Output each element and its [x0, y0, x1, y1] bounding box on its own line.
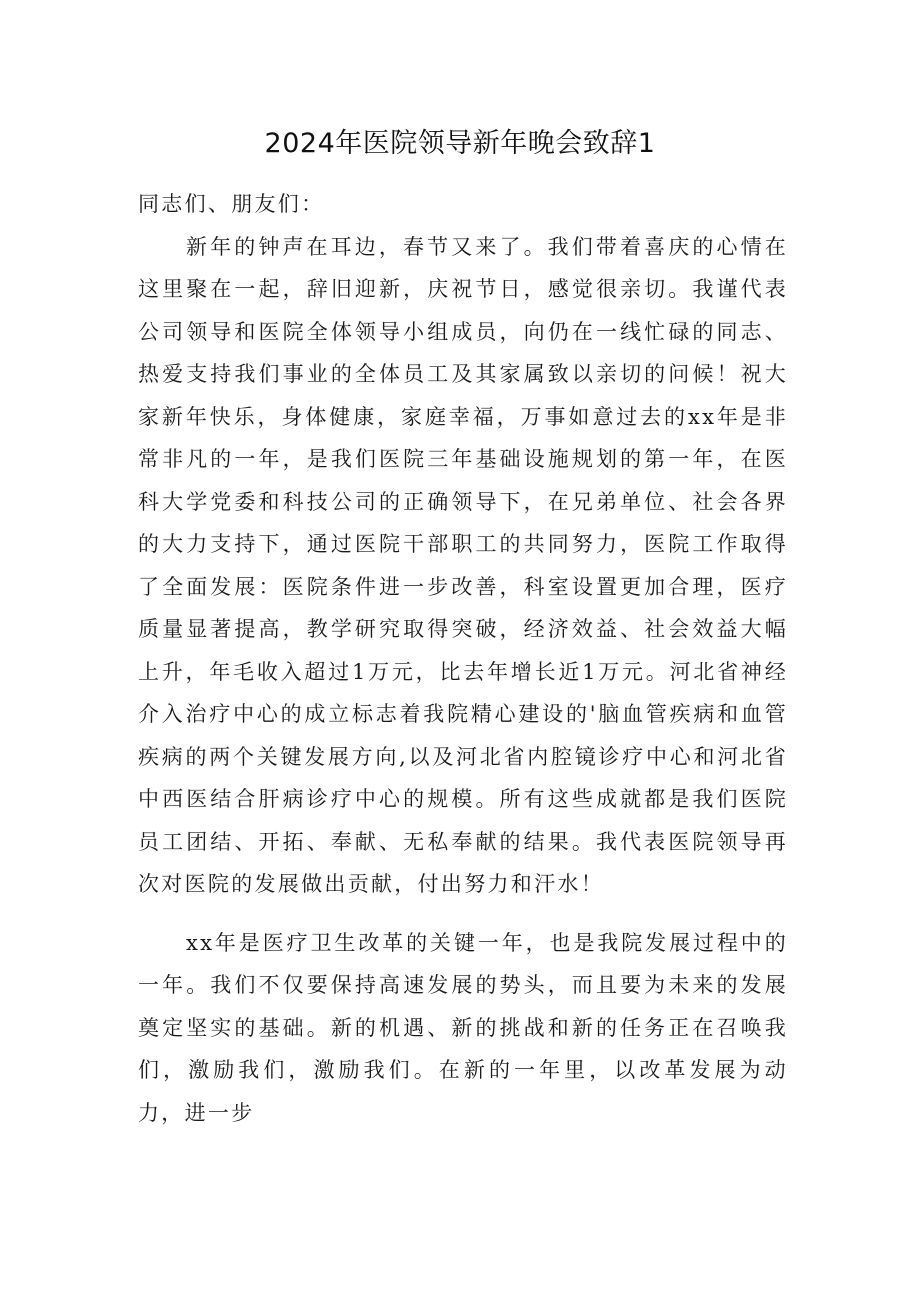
paragraph-1: 新年的钟声在耳边，春节又来了。我们带着喜庆的心情在这里聚在一起，辞旧迎新，庆祝节日，感觉很亲切。我谨代表公司领导和医院全体领导小组成员，向仍在一线忙碌的同志、热爱支持我们事业的全体员工及其家属致以亲切的问候！祝大家新年快乐，身体健康，家庭幸福，万事如意过去的xx年是非常非凡的一年，是我们医院三年基础设施规划的第一年，在医科大学党委和科技公司的正确领导下，在兄弟单位、社会各界的大力支持下，通过医院干部职工的共同努力，医院工作取得了全面发展：医院条件进一步改善，科室设置更加合理，医疗质量显著提高，教学研究取得突破，经济效益、社会效益大幅上升，年毛收入超过1万元，比去年增长近1万元。河北省神经介入治疗中心的成立标志着我院精心建设的'脑血管疾病和血管疾病的两个关键发展方向,以及河北省内腔镜诊疗中心和河北省中西医结合肝病诊疗中心的规模。所有这些成就都是我们医院员工团结、开拓、奉献、无私奉献的结果。我代表医院领导再次对医院的发展做出贡献，付出努力和汗水！: [138, 234, 788, 896]
salutation: 同志们、朋友们：: [138, 192, 325, 216]
document-body: [138, 183, 788, 1134]
paragraph-2: xx年是医疗卫生改革的关键一年，也是我院发展过程中的一年。我们不仅要保持高速发展的势头，而且要为未来的发展奠定坚实的基础。新的机遇、新的挑战和新的任务正在召唤我们，激励我们，激励我们。在新的一年里，以改革发展为动力，进一步: [138, 930, 788, 1125]
document-title: 2024年医院领导新年晚会致辞1: [264, 128, 656, 159]
